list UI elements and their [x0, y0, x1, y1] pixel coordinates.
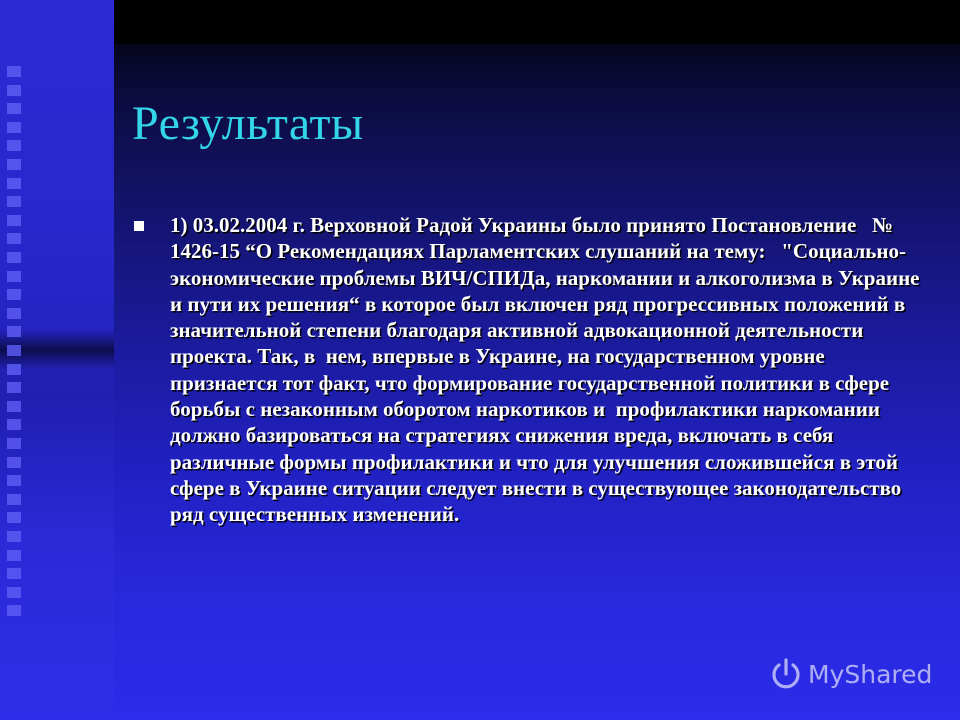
watermark [768, 656, 932, 692]
decorative-square [7, 196, 21, 207]
power-icon [768, 656, 804, 692]
decorative-square [7, 140, 21, 151]
decorative-square [7, 475, 21, 486]
watermark-text: MyShared [808, 659, 933, 689]
decorative-square [7, 215, 21, 226]
decorative-square [7, 531, 21, 542]
decorative-square [7, 382, 21, 393]
decorative-square [7, 159, 21, 170]
decorative-square [7, 178, 21, 189]
decorative-square [7, 550, 21, 561]
decorative-square [7, 233, 21, 244]
decorative-square [7, 457, 21, 468]
decorative-squares [7, 0, 27, 720]
bullet-item [134, 212, 934, 528]
decorative-square [7, 364, 21, 375]
decorative-square [7, 605, 21, 616]
decorative-square [7, 252, 21, 263]
decorative-square [7, 419, 21, 430]
decorative-square [7, 568, 21, 579]
decorative-square [7, 103, 21, 114]
slide-content [134, 212, 934, 528]
top-dark-band [114, 0, 960, 44]
decorative-square [7, 271, 21, 282]
decorative-square [7, 512, 21, 523]
decorative-square [7, 66, 21, 77]
decorative-square [7, 345, 21, 356]
decorative-square [7, 587, 21, 598]
decorative-square [7, 122, 21, 133]
decorative-square [7, 289, 21, 300]
decorative-square [7, 401, 21, 412]
decorative-square [7, 308, 21, 319]
bullet-text: 1) 03.02.2004 г. Верховной Радой Украины было принято Постановление № 1426-15 “О Рекомендациях Парламентских слушаний на тему: "Социально-экономические проблемы ВИЧ/СПИДа, наркомании и алкоголизма в Украине и пути их решения“ в которое был включен ряд прогрессивных положений в значительной степени благодаря активной адвокационной деятельности проекта. Так, в нем, впервые в Украине, на государственном уровне признается тот факт, что формирование государственной политики в сфере борьбы с незаконным оборотом наркотиков и профилактики наркомании должно базироваться на стратегиях снижения вреда, включать в себя различные формы профилактики и что для улучшения сложившейся в этой сфере в Украине ситуации следует внести в существующее законодательство ряд существенных изменений. [170, 213, 925, 527]
square-bullet-icon [134, 221, 144, 231]
decorative-square [7, 494, 21, 505]
slide-title: Результаты [132, 97, 364, 150]
decorative-square [7, 326, 21, 337]
decorative-square [7, 438, 21, 449]
decorative-square [7, 85, 21, 96]
